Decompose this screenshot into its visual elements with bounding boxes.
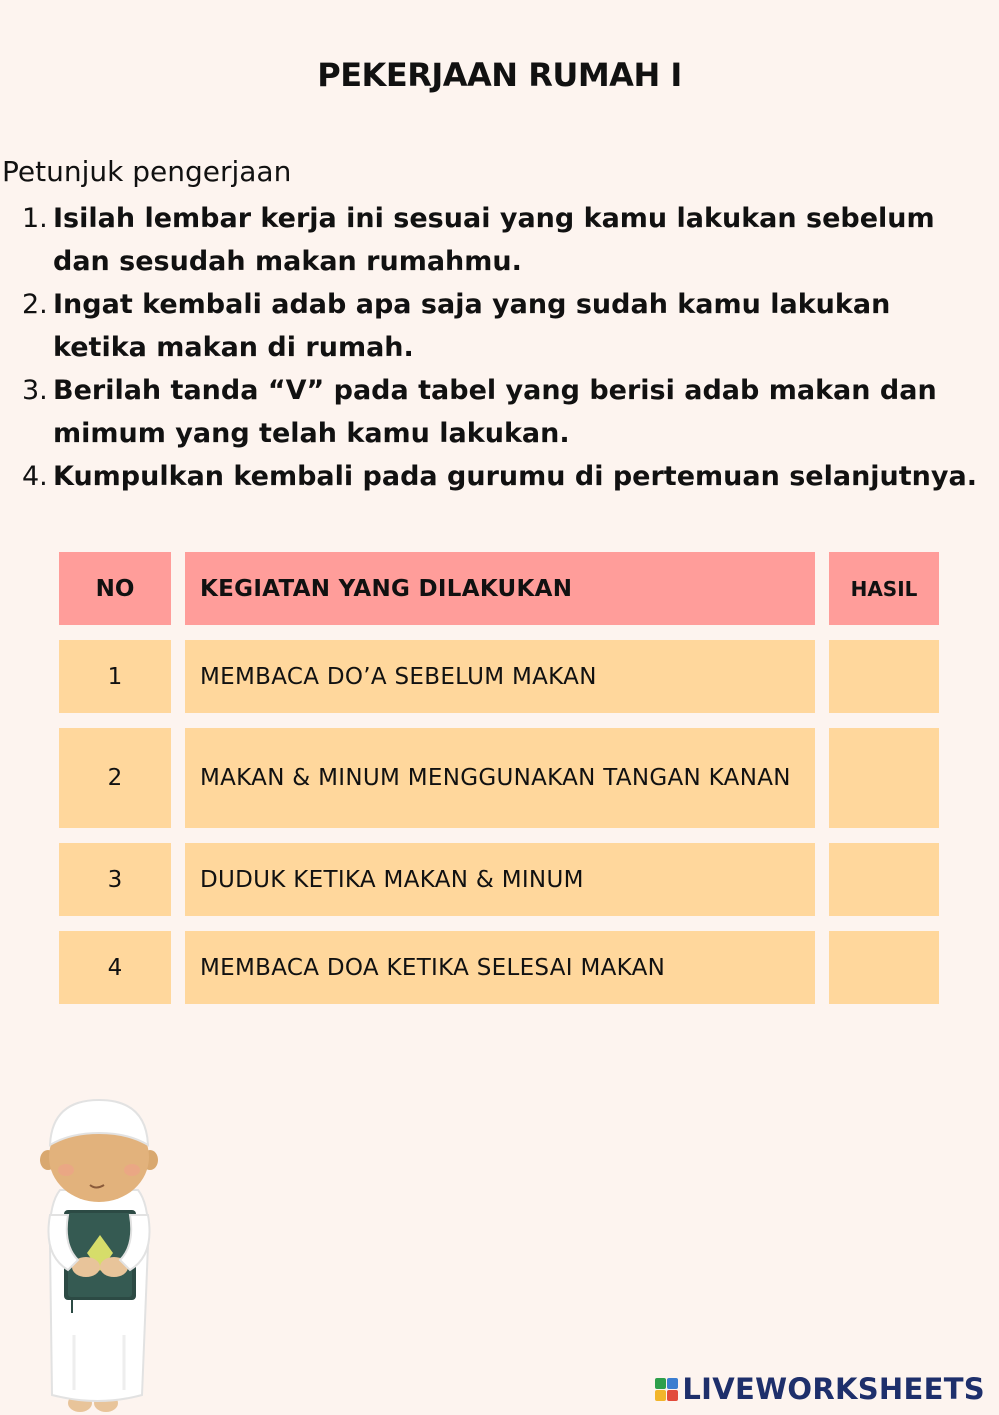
instructions-heading: Petunjuk pengerjaan	[2, 155, 292, 188]
activity-table	[59, 552, 939, 1004]
page-title: PEKERJAAN RUMAH I	[317, 56, 682, 94]
instruction-number: 4.	[22, 461, 48, 492]
instruction-number: 1.	[22, 203, 48, 234]
instruction-text: Kumpulkan kembali pada gurumu di pertemuan selanjutnya.	[53, 461, 977, 492]
liveworksheets-logo-icon	[655, 1378, 678, 1401]
table-row	[59, 728, 939, 828]
table-row	[59, 931, 939, 1004]
brand-name: LIVEWORKSHEETS	[682, 1372, 985, 1406]
instructions-list	[22, 197, 982, 498]
instruction-item	[22, 455, 982, 498]
instruction-text: Ingat kembali adab apa saja yang sudah kamu lakukan ketika makan di rumah.	[53, 289, 891, 363]
row-activity: MEMBACA DOA KETIKA SELESAI MAKAN	[185, 931, 815, 1004]
row-activity: DUDUK KETIKA MAKAN & MINUM	[185, 843, 815, 916]
result-cell[interactable]	[829, 843, 939, 916]
row-number: 4	[59, 931, 171, 1004]
praying-boy-illustration	[38, 1095, 163, 1415]
header-activity: KEGIATAN YANG DILAKUKAN	[185, 552, 815, 625]
result-cell[interactable]	[829, 728, 939, 828]
header-no: NO	[59, 552, 171, 625]
table-row	[59, 640, 939, 713]
instruction-number: 2.	[22, 289, 48, 320]
table-row	[59, 843, 939, 916]
row-number: 2	[59, 728, 171, 828]
liveworksheets-brand	[655, 1372, 985, 1406]
row-activity: MAKAN & MINUM MENGGUNAKAN TANGAN KANAN	[185, 728, 815, 828]
result-cell[interactable]	[829, 640, 939, 713]
result-cell[interactable]	[829, 931, 939, 1004]
row-number: 1	[59, 640, 171, 713]
table-header-row	[59, 552, 939, 625]
instruction-number: 3.	[22, 375, 48, 406]
instruction-item	[22, 283, 982, 369]
instruction-item	[22, 369, 982, 455]
instruction-text: Isilah lembar kerja ini sesuai yang kamu lakukan sebelum dan sesudah makan rumahmu.	[53, 203, 935, 277]
instruction-item	[22, 197, 982, 283]
row-number: 3	[59, 843, 171, 916]
row-activity: MEMBACA DO’A SEBELUM MAKAN	[185, 640, 815, 713]
instruction-text: Berilah tanda “V” pada tabel yang berisi adab makan dan mimum yang telah kamu lakukan.	[53, 375, 937, 449]
header-result: HASIL	[829, 552, 939, 625]
